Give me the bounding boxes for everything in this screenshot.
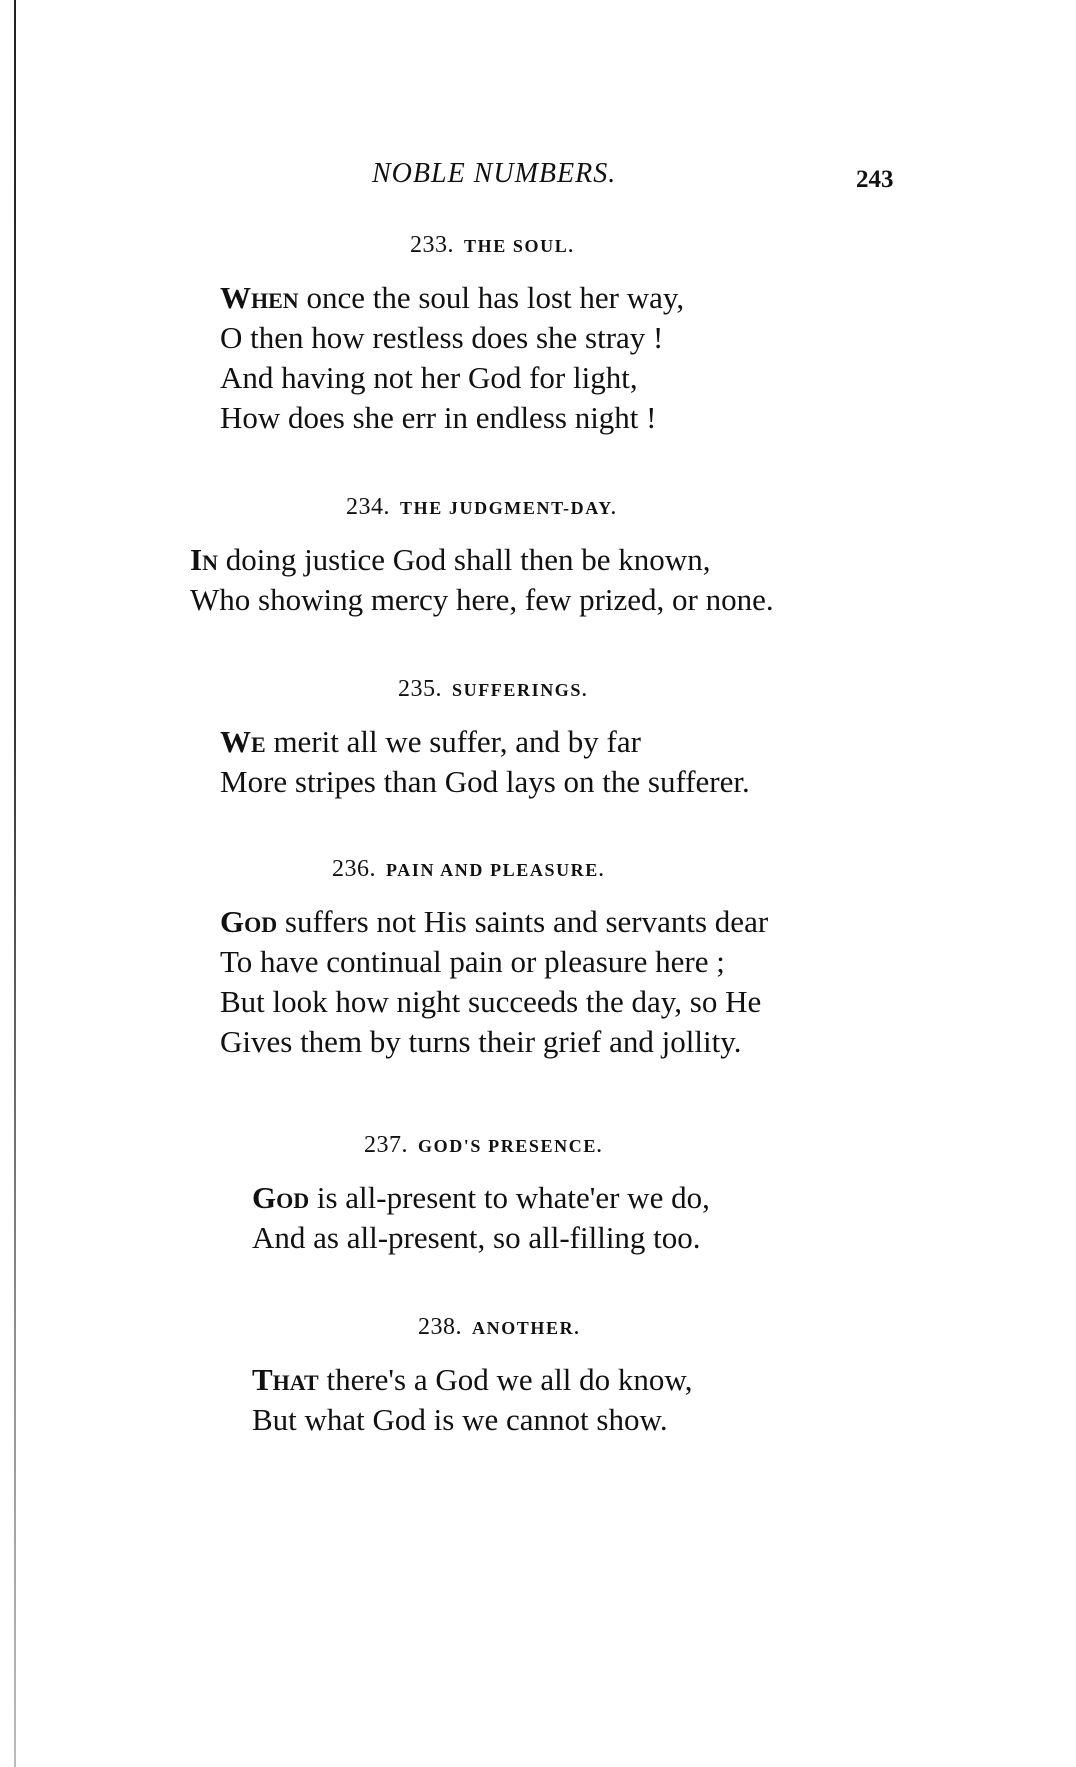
- line-text: merit all we suffer, and by far: [265, 724, 641, 759]
- poem-number: 237.: [364, 1132, 408, 1158]
- poem-line: [252, 1360, 692, 1400]
- poem-line: [190, 580, 774, 620]
- page-binding-edge: [14, 0, 16, 1767]
- line-text: To have continual pain or pleasure here ;: [220, 944, 725, 979]
- poem-line: [220, 358, 684, 398]
- poem-lines: [252, 1360, 692, 1440]
- poem-lines: [190, 540, 774, 620]
- poem-lines: [252, 1178, 710, 1258]
- poem-line: [190, 540, 774, 580]
- poem-heading: [364, 1132, 603, 1159]
- poem-title: GOD'S PRESENCE.: [418, 1136, 604, 1156]
- line-text: Who showing mercy here, few prized, or none.: [190, 582, 774, 617]
- poem-lines: [220, 902, 768, 1062]
- poem-line: [220, 982, 768, 1022]
- poem-title: THE SOUL.: [464, 236, 575, 256]
- poem-number: 234.: [346, 494, 390, 520]
- line-text: And as all-present, so all-filling too.: [252, 1220, 701, 1255]
- poem-title: ANOTHER.: [472, 1318, 581, 1338]
- line-lead-word: When: [220, 280, 299, 315]
- line-lead-word: We: [220, 724, 266, 759]
- poem-line: [252, 1218, 710, 1258]
- poem-number: 233.: [410, 232, 454, 258]
- poem-title: THE JUDGMENT-DAY.: [400, 498, 618, 518]
- poem-heading: [398, 676, 588, 703]
- line-text: O then how restless does she stray !: [220, 320, 664, 355]
- poem-line: [252, 1178, 710, 1218]
- poem-line: [220, 762, 750, 802]
- poem-lines: [220, 722, 750, 802]
- line-text: And having not her God for light,: [220, 360, 638, 395]
- poem-number: 236.: [332, 856, 376, 882]
- line-lead-word: God: [252, 1180, 310, 1215]
- poem-title: PAIN AND PLEASURE.: [386, 860, 605, 880]
- poem-line: [220, 942, 768, 982]
- poem-line: [220, 398, 684, 438]
- poem-line: [220, 318, 684, 358]
- poem-title: SUFFERINGS.: [452, 680, 589, 700]
- poem-number: 235.: [398, 676, 442, 702]
- running-head: [0, 158, 1076, 198]
- line-text: How does she err in endless night !: [220, 400, 657, 435]
- line-text: doing justice God shall then be known,: [217, 542, 711, 577]
- poem-heading: [418, 1314, 580, 1341]
- line-lead-word: That: [252, 1362, 319, 1397]
- line-lead-word: God: [220, 904, 278, 939]
- line-text: But what God is we cannot show.: [252, 1402, 668, 1437]
- line-text: More stripes than God lays on the sufferer.: [220, 764, 750, 799]
- poem-lines: [220, 278, 684, 438]
- poem-line: [220, 1022, 768, 1062]
- line-text: suffers not His saints and servants dear: [277, 904, 769, 939]
- poem-line: [220, 902, 768, 942]
- page-number: 243: [856, 166, 894, 193]
- poem-line: [220, 722, 750, 762]
- poem-line: [252, 1400, 692, 1440]
- line-text: there's a God we all do know,: [318, 1362, 693, 1397]
- poem-heading: [410, 232, 574, 259]
- poem-heading: [332, 856, 605, 883]
- line-text: Gives them by turns their grief and jollity.: [220, 1024, 742, 1059]
- line-text: is all-present to whate'er we do,: [309, 1180, 710, 1215]
- line-text: But look how night succeeds the day, so He: [220, 984, 762, 1019]
- poem-heading: [346, 494, 617, 521]
- line-lead-word: In: [190, 542, 218, 577]
- line-text: once the soul has lost her way,: [298, 280, 685, 315]
- poem-line: [220, 278, 684, 318]
- poem-number: 238.: [418, 1314, 462, 1340]
- running-title: NOBLE NUMBERS.: [372, 158, 617, 189]
